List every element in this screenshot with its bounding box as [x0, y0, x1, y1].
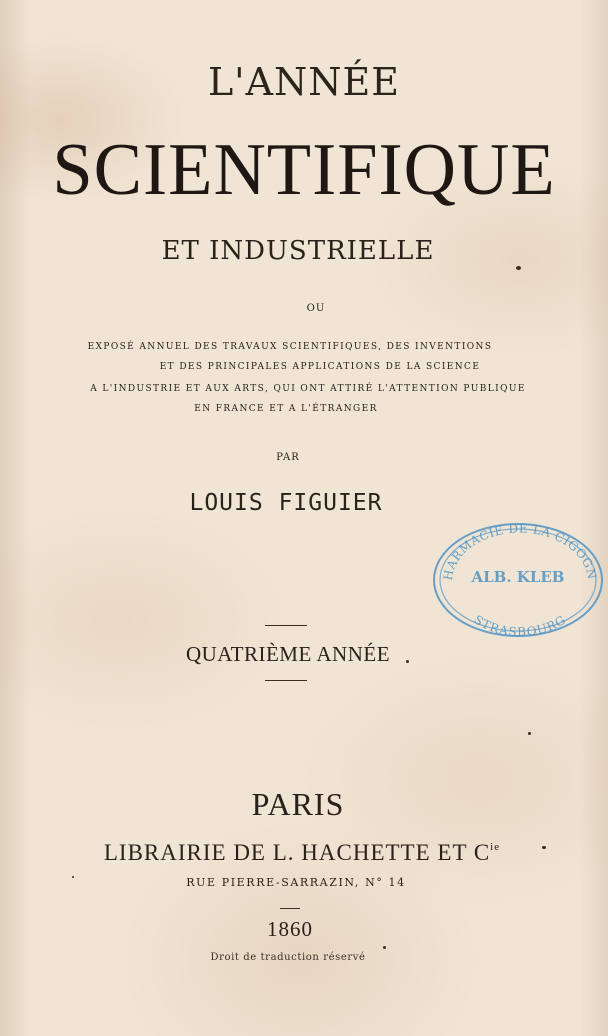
imprint-city: PARIS	[251, 786, 345, 822]
publisher-text: LIBRAIRIE DE L. HACHETTE ET C	[103, 840, 491, 865]
library-stamp	[425, 509, 606, 640]
publisher-name	[0, 840, 606, 866]
title-line-3: ET INDUSTRIELLE	[161, 236, 435, 266]
stamp-outer-ring	[434, 524, 602, 636]
author-name: LOUIS FIGUIER	[189, 490, 383, 516]
ink-speck	[528, 732, 531, 735]
divider	[265, 625, 307, 626]
stamp-inner-ring	[440, 529, 596, 631]
divider	[280, 908, 300, 909]
description-line: EN FRANCE ET A L'ÉTRANGER	[194, 404, 378, 414]
by-label: PAR	[276, 452, 300, 463]
ink-speck	[516, 266, 521, 270]
conjunction: OU	[306, 303, 326, 314]
ink-speck	[72, 876, 74, 878]
rights-notice: Droit de traduction réservé	[210, 952, 366, 963]
stamp-graphic	[425, 509, 606, 640]
divider	[265, 680, 307, 681]
ink-speck	[383, 946, 386, 949]
stamp-center-text: ALB. KLEB	[471, 568, 565, 586]
stamp-top-text: PHARMACIE DE LA CIGOGNE	[425, 509, 600, 582]
publisher-superscript: ie	[490, 841, 501, 853]
edition-label: QUATRIÈME ANNÉE	[185, 642, 391, 666]
title-line-2: SCIENTIFIQUE	[52, 129, 556, 211]
publisher-address: RUE PIERRE-SARRAZIN, N° 14	[186, 876, 406, 889]
ink-speck	[542, 846, 546, 849]
publication-year: 1860	[267, 917, 313, 941]
title-line-1: L'ANNÉE	[207, 60, 401, 104]
description-line: ET DES PRINCIPALES APPLICATIONS DE LA SCIENCE	[159, 362, 481, 372]
description-line: A L'INDUSTRIE ET AUX ARTS, QUI ONT ATTIRÉ L'ATTENTION PUBLIQUE	[90, 384, 526, 394]
description-line: EXPOSÉ ANNUEL DES TRAVAUX SCIENTIFIQUES, DES INVENTIONS	[87, 342, 493, 352]
stamp-bottom-text: STRASBOURG	[471, 612, 569, 640]
ink-speck	[406, 660, 409, 663]
